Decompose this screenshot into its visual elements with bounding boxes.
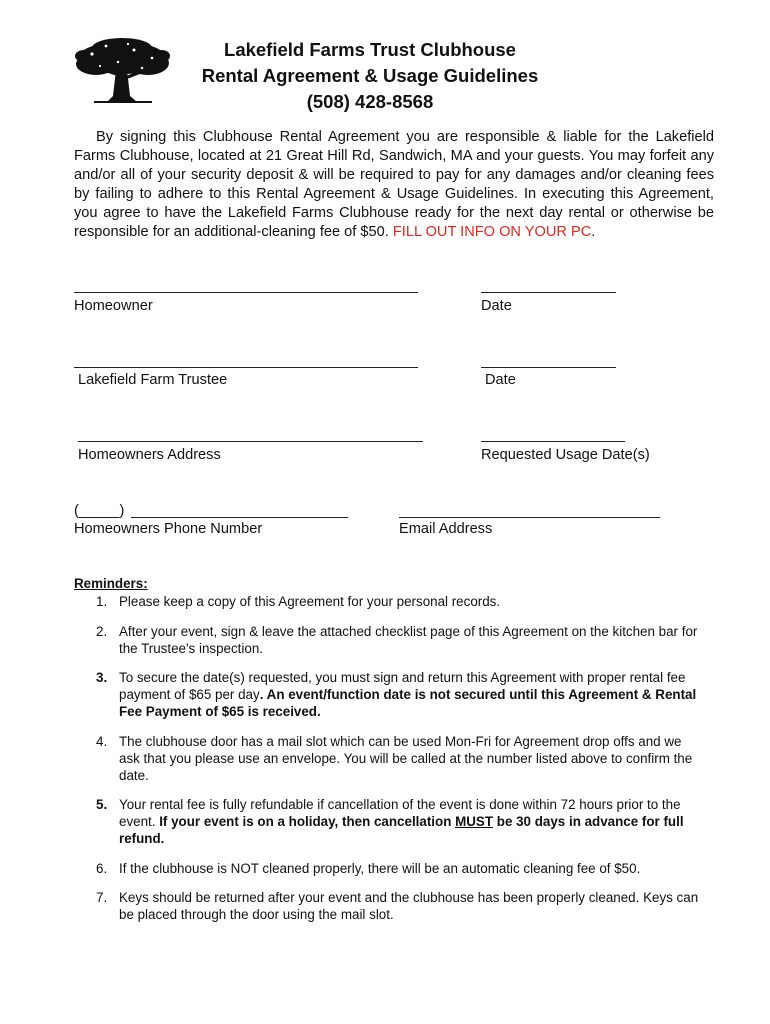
reminder-text-normal: To secure the date(s) requested, you must sign and return this Agreement with proper rental fee payment of $65 per day: [119, 670, 686, 702]
reminder-text-bold: . An event/function date is not secured until this Agreement & Rental Fee Payment of $65 is received.: [119, 687, 697, 719]
reminder-number: 2.: [96, 624, 108, 639]
reminders-heading: Reminders:: [74, 576, 148, 591]
trustee-signature-line[interactable]: [74, 367, 418, 368]
reminder-text-bold-a: If your event is on a holiday, then cancellation: [159, 814, 456, 829]
document-header: [190, 37, 550, 115]
reminder-item-6: [96, 860, 706, 877]
homeowner-signature-line[interactable]: [74, 292, 418, 293]
address-line[interactable]: [78, 441, 423, 442]
homeowner-date-line[interactable]: [481, 292, 616, 293]
reminder-text: The clubhouse door has a mail slot which can be used Mon-Fri for Agreement drop offs and we ask that you please use an envelope. You will be called at the number listed above to confirm the date.: [119, 734, 693, 783]
reminder-number: 6.: [96, 861, 108, 876]
oak-tree-logo-icon: [72, 36, 172, 104]
intro-end: .: [591, 224, 596, 240]
reminder-text: After your event, sign & leave the attached checklist page of this Agreement on the kitchen bar for the Trustee's inspection.: [119, 624, 698, 656]
title-line-1: Lakefield Farms Trust Clubhouse: [224, 39, 516, 60]
fill-out-notice: FILL OUT INFO ON YOUR PC: [392, 224, 592, 240]
reminder-text: [119, 669, 706, 720]
reminder-number: 1.: [96, 594, 108, 609]
reminder-number: 3.: [96, 670, 108, 685]
trustee-date-line[interactable]: [481, 367, 616, 368]
reminder-text: If the clubhouse is NOT cleaned properly, there will be an automatic cleaning fee of $50.: [119, 861, 641, 876]
phone-label: Homeowners Phone Number: [74, 521, 263, 537]
reminder-number: 4.: [96, 734, 108, 749]
homeowner-label: Homeowner: [74, 298, 153, 314]
intro-text: By signing this Clubhouse Rental Agreement you are responsible & liable for the Lakefield Farms Clubhouse, located at 21 Great Hill Rd, Sandwich, MA and your guests. You may forfeit any and/or all of your security deposit & will be required to pay for any damages and/or cleaning fees by failing to adhere to this Rental Agreement & Usage Guidelines. In executing this Agreement, you agree to have the Lakefield Farms Clubhouse ready for the next day rental or otherwise be responsible for an additional-cleaning fee of $50.: [74, 129, 714, 240]
address-label: Homeowners Address: [78, 447, 221, 463]
reminder-text: Please keep a copy of this Agreement for your personal records.: [119, 594, 501, 609]
usage-dates-line[interactable]: [481, 441, 625, 442]
reminder-item-5: [96, 796, 706, 847]
email-line[interactable]: [399, 517, 660, 518]
homeowner-date-label: Date: [481, 298, 512, 314]
phone-area-code[interactable]: (_____): [74, 503, 125, 519]
reminder-item-7: [96, 889, 706, 923]
reminder-item-2: [96, 623, 706, 657]
phone-number: (508) 428-8568: [306, 91, 434, 112]
reminder-text: [119, 796, 706, 847]
phone-number-line[interactable]: [131, 517, 348, 518]
title-line-2: Rental Agreement & Usage Guidelines: [201, 65, 539, 86]
trustee-label: Lakefield Farm Trustee: [78, 372, 228, 388]
reminder-item-4: [96, 733, 706, 784]
reminder-text-normal: Your rental fee is fully refundable if cancellation of the event is done within 72 hours prior to the event.: [119, 797, 681, 829]
reminder-number: 7.: [96, 890, 108, 905]
usage-dates-label: Requested Usage Date(s): [481, 447, 650, 463]
reminder-text-bold-b: be 30 days in advance for full refund.: [119, 814, 684, 846]
reminder-text: Keys should be returned after your event and the clubhouse has been properly cleaned. Keys can be placed through the door using the mail slot.: [119, 890, 699, 922]
trustee-date-label: Date: [485, 372, 516, 388]
intro-paragraph: [74, 128, 714, 242]
reminder-item-3: [96, 669, 706, 720]
reminder-text-must: MUST: [455, 814, 494, 829]
reminder-item-1: [96, 593, 706, 610]
reminder-number: 5.: [96, 797, 108, 812]
email-label: Email Address: [399, 521, 493, 537]
